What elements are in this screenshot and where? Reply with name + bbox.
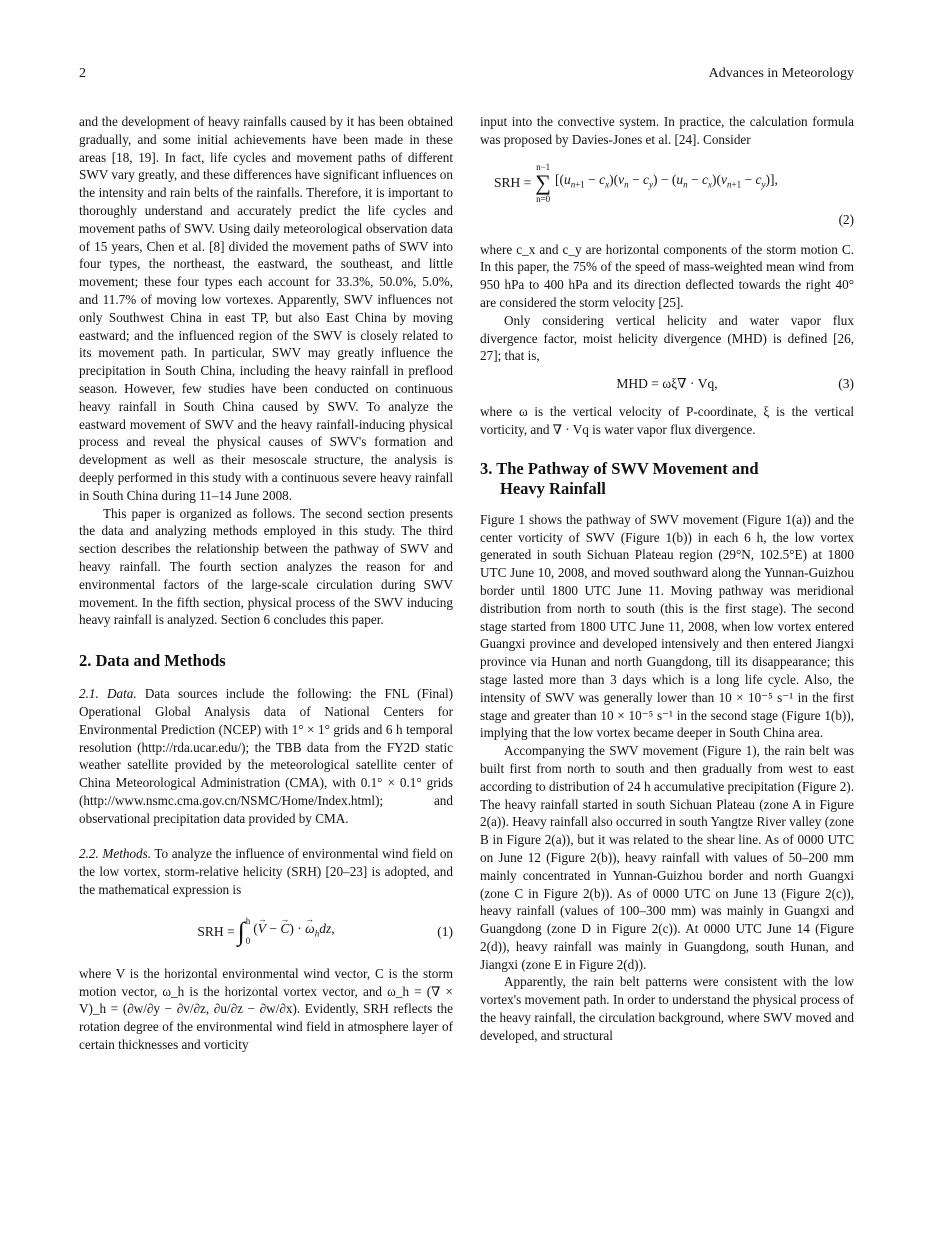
subsection-title: 2.1. Data.: [79, 686, 137, 702]
paragraph: Figure 1 shows the pathway of SWV movement (Figure 1(a)) and the center vorticity of SWV (Figure 1(b)) in each 6 h, the low vortex generated in south Sichuan Plateau region (29°N, 102.5°E) at 1800 UTC June 10, 2008, and moved southward along the Yunnan-Guizhou border until 1800 UTC June 11. Moving pathway was meridional distribution from north to south (this is the first stage). The second stage started from 1800 UTC June 11, 2008, when low vortex entered Guangxi province and developed intensively and then entered Jiangxi province via Hunan and north Guangdong, till its disappearance; this stage lasted more than 3 days which is a long life cycle. Also, the intensity of SWV was generally lower than 10 × 10⁻⁵ s⁻¹ in the first stage and greater than 10 × 10⁻⁵ s⁻¹ in the second stage (Figure 1(b)), implying that the low vortex became deeper in South China area.: [480, 511, 854, 741]
subsection-title: 2.2. Methods.: [79, 846, 152, 862]
equation-3: MHD = ωξ∇ · Vq, (3): [616, 376, 854, 392]
paragraph: where V is the horizontal environmental wind vector, C is the storm motion vector, ω_h is the horizontal vortex vector, and ω_h = (∇ × V)_h = (∂w/∂y − ∂v/∂z, ∂u/∂z − ∂w/∂x). Evidently, SRH reflects the rotation degree of the environmental wind field in atmosphere layer of certain thicknesses and vorticity: [79, 965, 453, 1053]
equation-number: (1): [437, 923, 453, 939]
left-column: [79, 113, 453, 1054]
paragraph: This paper is organized as follows. The second section presents the data and analyzing methods employed in this study. The third section describes the relationship between the pathway of SWV and heavy rainfall. The fourth section analyzes the reason for and environmental factors of the large-scale circulation during SWV movement. In the fifth section, physical process of the SWV inducing heavy rainfall is analyzed. Section 6 concludes this paper.: [79, 505, 453, 628]
paragraph: Accompanying the SWV movement (Figure 1), the rain belt was built first from north to south and then gradually from west to east according to distribution of 24 h accumulative precipitation (Figure 2). The heavy rainfall started in south Sichuan Plateau (zone A in Figure 2(a)). Heavy rainfall also occurred in south Yangtze River valley (zone B in Figure 2(a)), but it was related to the shear line. As of 0000 UTC on June 12 (Figure 2(b)), heavy rainfall with values of 50–200 mm mainly concentrated in Yunnan-Guizhou border and north Guangxi (zone C in Figure 2(b)). As of 0000 UTC on June 13 (Figure 2(c)), heavy rainfall (values of 100–300 mm) was mainly in Guangxi and Guangdong (zone D in Figure 2(c)). At 0000 UTC June 14 (Figure 2(d)), heavy rainfall was mainly in Guangdong, south Hunan, and Jiangxi (zone E in Figure 2(d)).: [480, 743, 854, 972]
equation-number: (3): [838, 376, 854, 392]
equation-2: SRH = n−1 ∑ n=0 $[(u_{n+1} - c_x)(v_n - c_y) - (u_n - c_x)(v_{n+1} - c_y)]$,: [494, 161, 778, 204]
journal-title: Advances in Meteorology: [708, 66, 854, 81]
page-number: 2: [79, 66, 86, 81]
paragraph: where c_x and c_y are horizontal components of the storm motion C. In this paper, the 75% of the speed of mass-weighted mean wind from 950 hPa to 400 hPa and its direction deflected towards the right 40° are considered the storm velocity [25].: [480, 241, 854, 310]
paragraph: 2.2. Methods. To analyze the influence of environmental wind field on the low vortex, storm-relative helicity (SRH) [20–23] is adopted, and the mathematical expression is: [79, 846, 454, 898]
paragraph: 2.1. Data. Data sources include the following: the FNL (Final) Operational Global Analysis data of National Centers for Environmental Prediction (NCEP) with 1° × 1° grids and 6 h temporal resolution (http://rda.ucar.edu/); the TBB data from the FY2D static weather satellite provided by the meteorological satellite center of China Meteorological Administration (CMA), with 0.1° × 0.1° grids (http://www.nsmc.cma.gov.cn/NSMC/Home/Index.html); and observational precipitation data provided by CMA.: [79, 686, 453, 826]
paragraph: and the development of heavy rainfalls caused by it has been obtained gradually, and some initial achievements have been made in these areas [18, 19]. In fact, life cycles and movement paths of different SWV vary greatly, and these differences have significant influences on the intensity and rain belts of the rainfalls. Therefore, it is important to thoroughly understand and accurately predict the life cycles and movement paths of SWV. Using daily meteorological observation data of 15 years, Chen et al. [8] divided the movement paths of SWV into four types, the northeast, the eastward, the southeast, and little movement; these four types each account for 33.3%, 50.0%, 5.0%, and 11.7% of moving low vortexes. Apparently, SWV influences not only Southwest China in east TP, but also East China by moving eastward; and the influenced region of the SWV is closely related to its movement path. In particular, SWV may greatly influence the precipitation in South China, including the heavy rainfall in preflood season. However, few studies have been conducted on continuous heavy rainfall in South China caused by SWV. To analyze the eastward movement of SWV and the heavy rainfall-inducing physical process and reveal the physical causes of SWV's formation and development as well as their mesoscale structure, the analysis is deeply performed in this study with a continuous severe heavy rainfall in South China during 11–14 June 2008.: [79, 114, 453, 503]
equation-1: SRH = ∫ h 0 (→ V − → C) · → $\omega_hdz$, (1): [79, 903, 453, 961]
integral-sign: ∫ h 0: [237, 915, 251, 947]
equation-number: (2): [838, 211, 854, 227]
summation-sign: n−1 ∑ n=0: [535, 161, 551, 204]
section-heading: 3. The Pathway of SWV Movement and: [480, 458, 759, 478]
paragraph: Apparently, the rain belt patterns were consistent with the low vortex's movement path. In order to understand the physical process of the heavy rainfall, the circulation background, where SWV moved and developed, and structural: [480, 974, 854, 1043]
paragraph: input into the convective system. In practice, the calculation formula was proposed by Davies-Jones et al. [24]. Consider: [480, 114, 854, 147]
paragraph: Only considering vertical helicity and water vapor flux divergence factor, moist helicity divergence (MHD) is defined [26, 27]; that is,: [480, 312, 854, 364]
section-heading: 2. Data and Methods: [79, 651, 226, 671]
right-column: [480, 113, 854, 1045]
paragraph: where ω is the vertical velocity of P-coordinate, ξ is the vertical vorticity, and ∇ · Vq is water vapor flux divergence.: [480, 404, 854, 437]
section-heading: Heavy Rainfall: [500, 478, 606, 498]
